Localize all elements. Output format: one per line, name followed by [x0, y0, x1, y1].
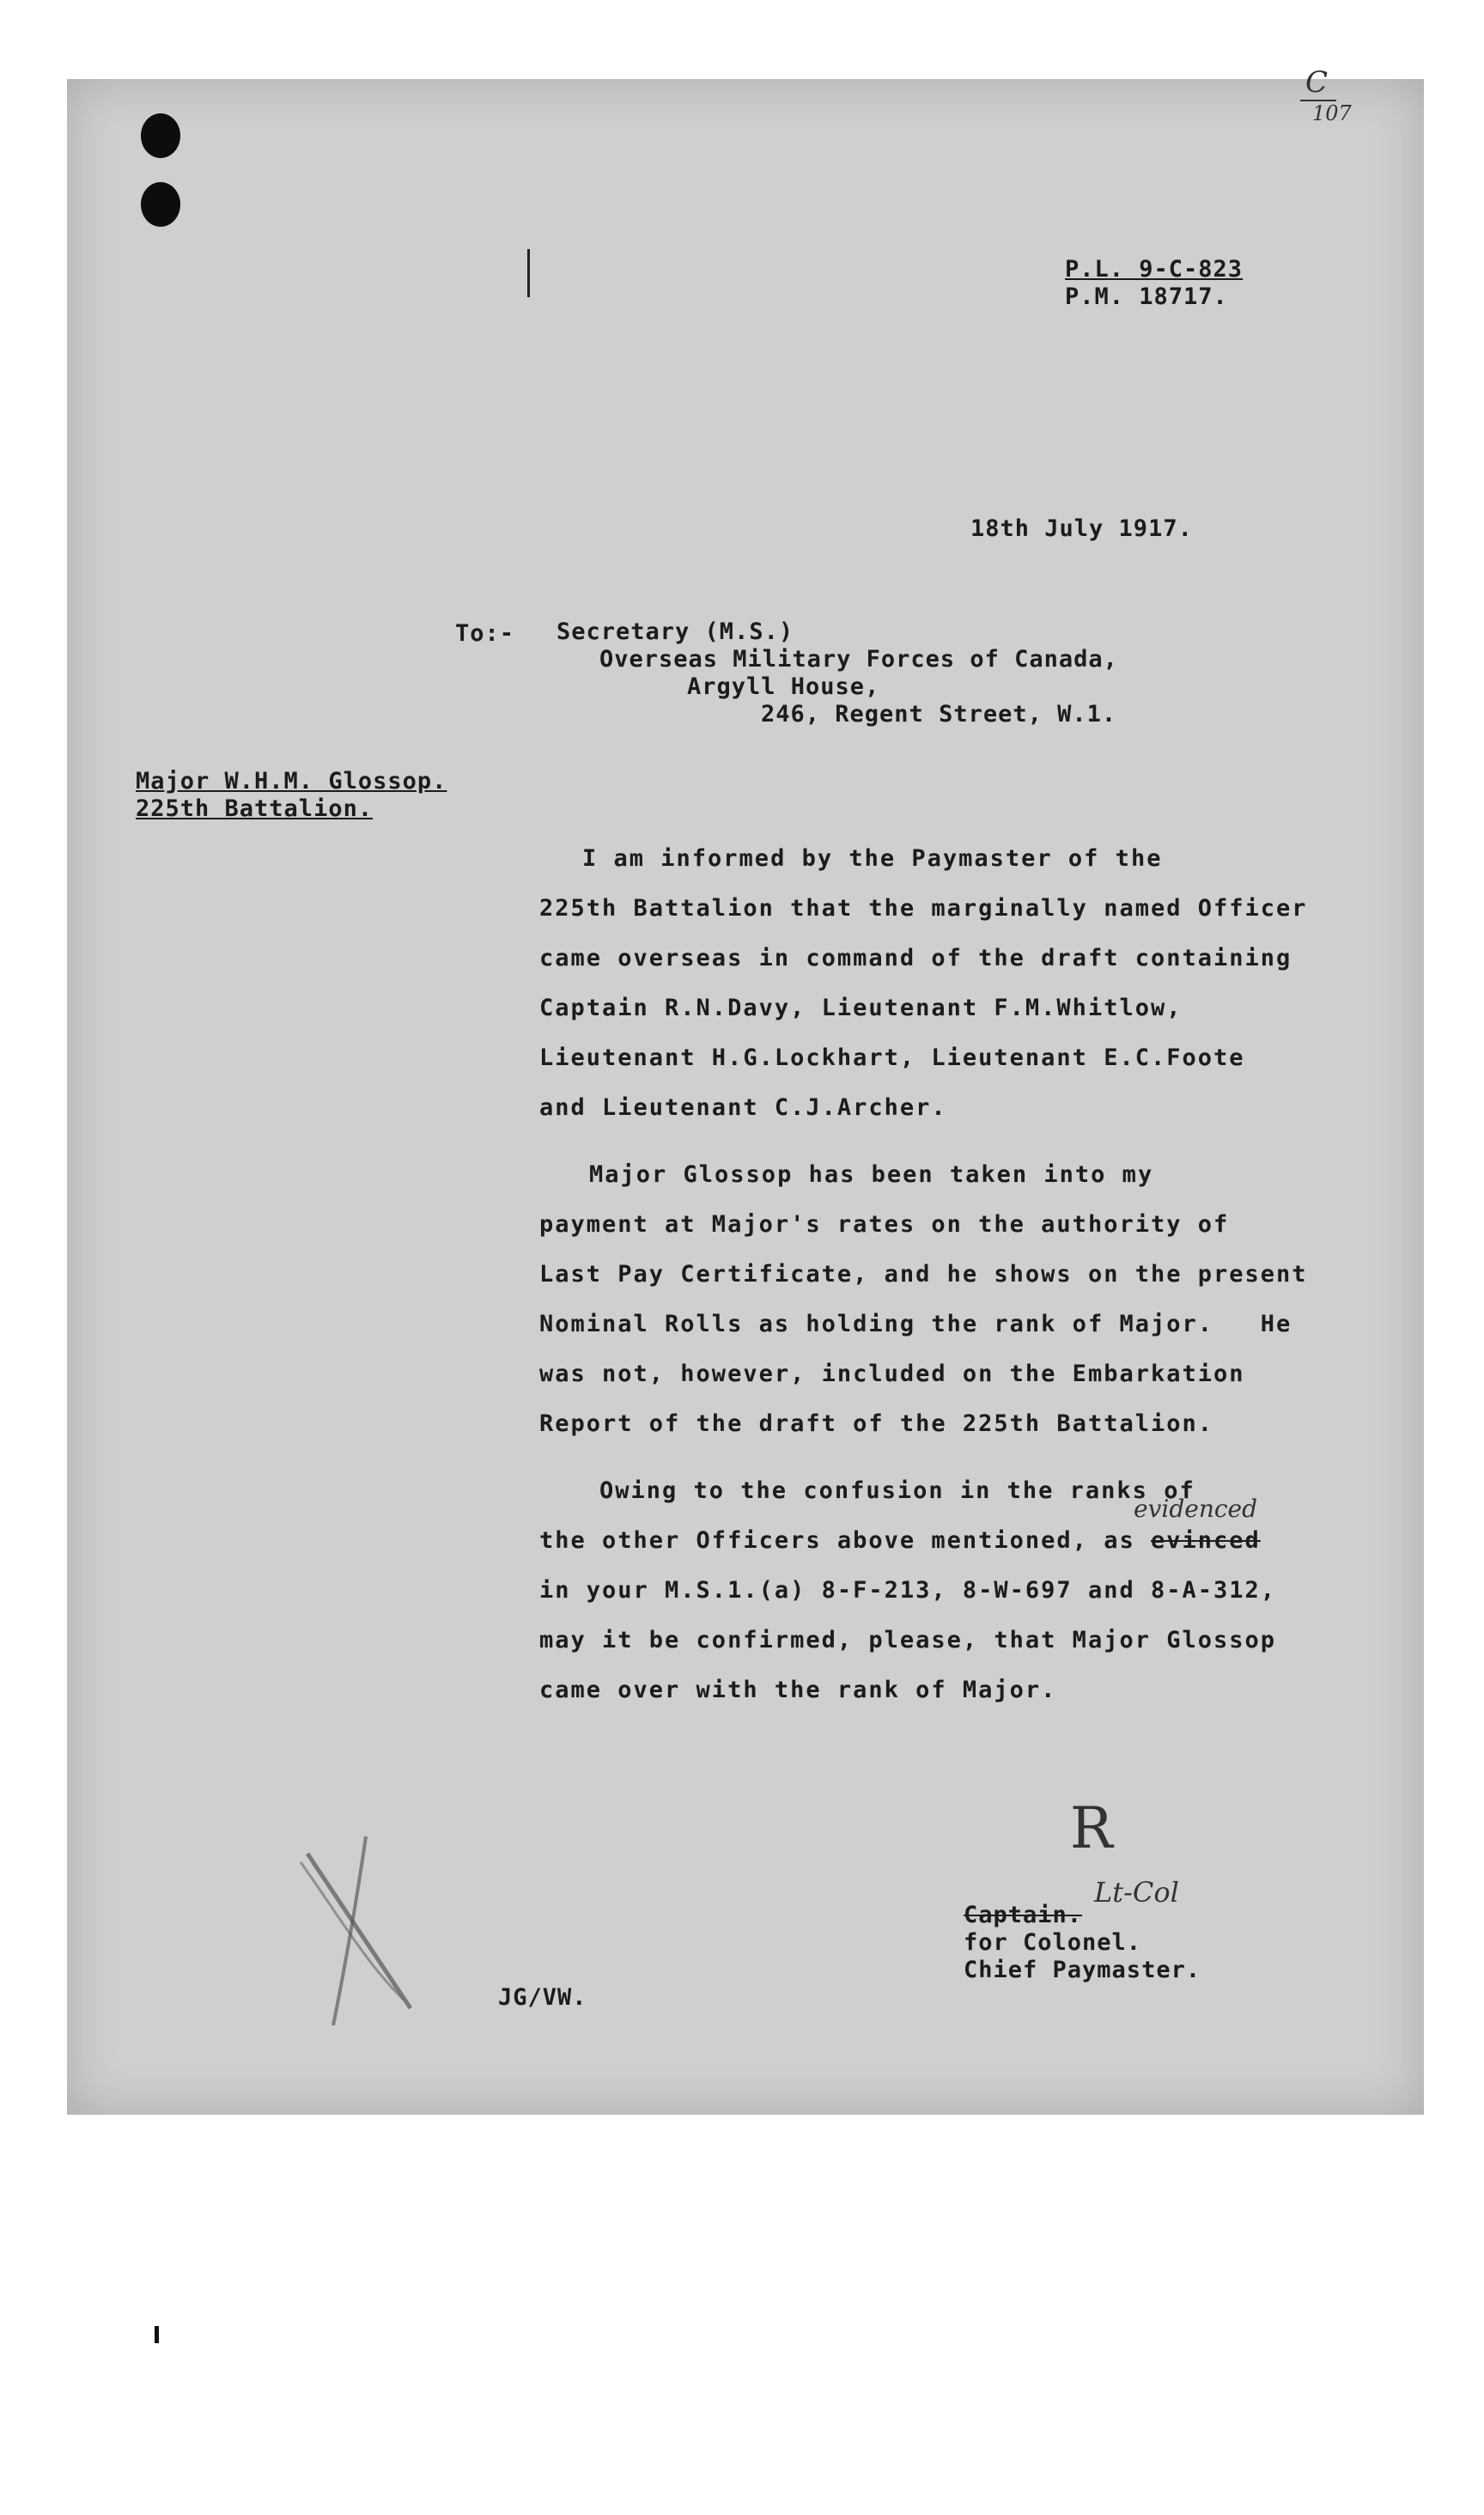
body-line: Report of the draft of the 225th Battalion.	[539, 1410, 1213, 1437]
stray-mark	[155, 2326, 159, 2343]
to-label: To:-	[455, 620, 515, 647]
body-line: 225th Battalion that the marginally named Officer	[539, 895, 1308, 922]
margin-subject-line-2: 225th Battalion.	[136, 795, 374, 822]
signature-line-2: for Colonel.	[964, 1929, 1142, 1956]
struck-word: evinced	[1150, 1527, 1261, 1554]
corner-note-top: C	[1305, 65, 1329, 100]
address-line-4: 246, Regent Street, W.1.	[761, 701, 1117, 728]
margin-mark	[527, 249, 530, 297]
body-line: Major Glossop has been taken into my	[589, 1161, 1154, 1188]
pencil-cross-mark	[290, 1828, 419, 2025]
address-line-2: Overseas Military Forces of Canada,	[599, 646, 1118, 673]
handwritten-correction: evidenced	[1134, 1495, 1258, 1523]
handwritten-rank: Lt-Col	[1094, 1876, 1179, 1909]
corner-note-bottom: 107	[1312, 101, 1352, 125]
file-ref-pl: P.L. 9-C-823	[1065, 256, 1244, 283]
address-line-1: Secretary (M.S.)	[556, 618, 794, 645]
document-sheet	[67, 65, 1424, 2115]
reference-initials: JG/VW.	[498, 1984, 587, 2011]
letter-date: 18th July 1917.	[970, 515, 1193, 542]
body-line: Last Pay Certificate, and he shows on the present	[539, 1261, 1308, 1288]
body-line: Nominal Rolls as holding the rank of Major. He	[539, 1311, 1292, 1337]
file-ref-pm: P.M. 18717.	[1065, 283, 1228, 310]
body-line: payment at Major's rates on the authority of	[539, 1211, 1230, 1238]
body-line: Lieutenant H.G.Lockhart, Lieutenant E.C.Foote	[539, 1044, 1245, 1071]
address-line-3: Argyll House,	[687, 673, 880, 700]
body-line: was not, however, included on the Embarkation	[539, 1361, 1245, 1387]
body-line: Captain R.N.Davy, Lieutenant F.M.Whitlow,	[539, 995, 1183, 1021]
body-line: may it be confirmed, please, that Major Glossop	[539, 1627, 1277, 1653]
body-line: I am informed by the Paymaster of the	[582, 845, 1163, 872]
handwritten-initial: R	[1070, 1795, 1113, 1861]
body-line: in your M.S.1.(a) 8-F-213, 8-W-697 and 8-A-312,	[539, 1577, 1277, 1604]
punch-hole	[141, 182, 180, 227]
body-line: the other Officers above mentioned, as evinced	[539, 1527, 1261, 1554]
body-line: came over with the rank of Major.	[539, 1677, 1057, 1703]
body-line: and Lieutenant C.J.Archer.	[539, 1094, 947, 1121]
margin-subject-line-1: Major W.H.M. Glossop.	[136, 768, 447, 795]
punch-hole	[141, 113, 180, 158]
signature-line-3: Chief Paymaster.	[964, 1957, 1201, 1983]
body-line: came overseas in command of the draft containing	[539, 945, 1292, 971]
body-line: Owing to the confusion in the ranks of	[599, 1477, 1195, 1504]
struck-rank: Captain.	[964, 1902, 1083, 1928]
